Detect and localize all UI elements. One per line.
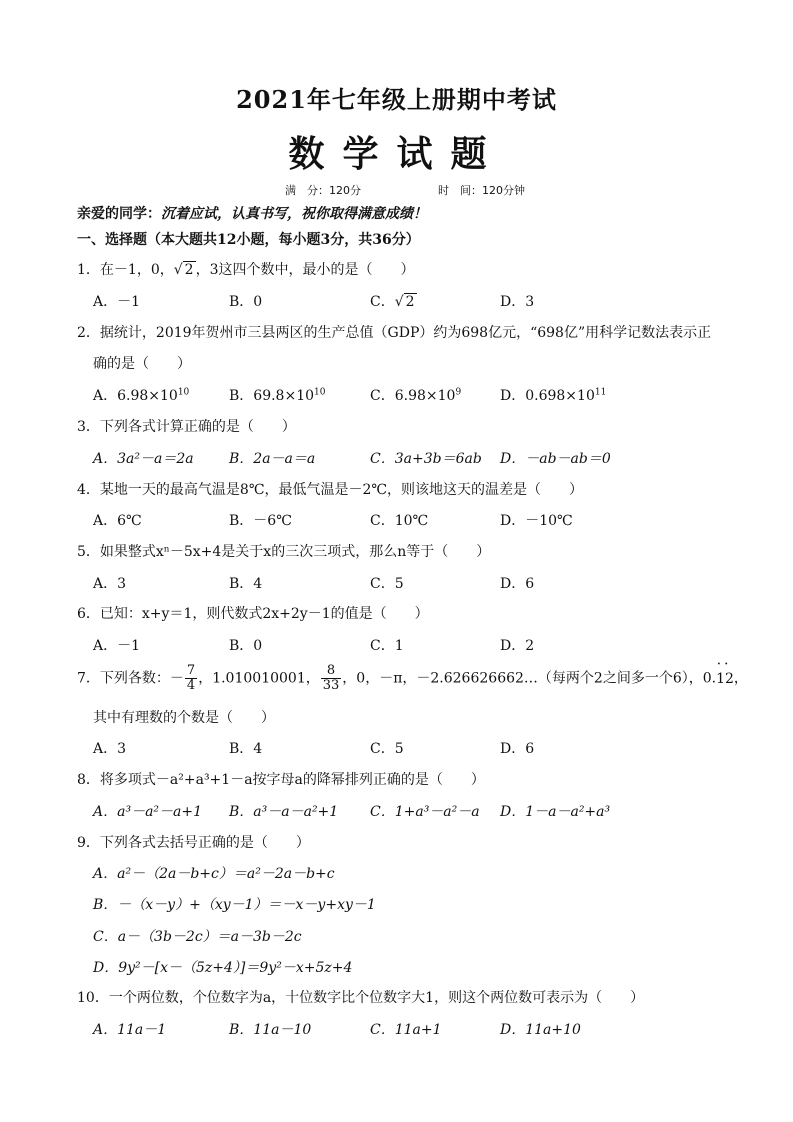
q1-option-d: D．3 [500,294,535,310]
full-score: 满 分：120分 [285,184,361,197]
q1-option-b: B．0 [229,294,263,310]
q9-option-d: D．9y²－[x－（5z+4）]＝9y²－x+5z+4 [93,960,353,976]
section-heading: 一、选择题（本大题共12小题，每小题3分，共36分） [77,232,420,248]
q3-option-c: C．3a+3b＝6ab [370,451,482,467]
q5-option-b: B．4 [229,576,263,592]
q1-option-c: C．√ 2 [370,294,415,310]
q4-option-a: A．6℃ [93,513,142,529]
q6-option-d: D．2 [500,638,535,654]
question-9: 9．下列各式去括号正确的是（ ） [77,835,310,851]
greeting [77,203,427,223]
q4-option-b: B．－6℃ [229,513,292,529]
q10-option-b: B．11a－10 [229,1022,312,1038]
q2-option-b: B．$69.8\times 10^{10}$ [229,387,326,404]
exam-time: 时 间：120分钟 [438,184,525,197]
question-4: 4．某地一天的最高气温是8℃，最低气温是－2℃，则该地这天的温差是（ ） [77,482,584,498]
fraction-8-33: $\frac{8}{33}$ [322,663,340,693]
subject-title: 数学试题 [288,133,505,175]
q3-option-b: B．2a－a＝a [229,451,316,467]
q7-option-c: C．5 [370,741,404,757]
question-2-cont: 确的是（ ） [93,356,191,372]
question-1: 1．在－1，0，√ 2 ，3这四个数中，最小的是（ ） [77,262,415,278]
question-3: 3．下列各式计算正确的是（ ） [77,419,296,435]
question-7-cont: 其中有理数的个数是（ ） [93,710,275,726]
question-7: 7．下列各数：－ $\frac{7}{4}$ ，1.010010001， $\frac{8}{33}$ ，0，－π，－2.626626662…（每两个2之间多一个6），0.• • 12， [77,664,748,693]
q4-option-c: C．10℃ [370,513,429,529]
fraction-7-4: $\frac{7}{4}$ [186,663,196,693]
greeting-label: 亲爱的同学： [77,206,161,222]
q5-option-a: A．3 [93,576,127,592]
q9-option-a: A．a²－（2a－b+c）＝a²－2a－b+c [93,866,335,882]
q8-option-b: B．a³－a－a²+1 [229,804,339,820]
question-6: 6．已知：x+y＝1，则代数式2x+2y－1的值是（ ） [77,606,429,622]
q8-option-d: D．1－a－a²+a³ [500,804,611,820]
q1-option-a: A．－1 [93,294,141,310]
q7-option-b: B．4 [229,741,263,757]
q6-option-b: B．0 [229,638,263,654]
q2-option-d: D．$0.698\times 10^{11}$ [500,387,607,404]
q10-option-a: A．11a－1 [93,1022,167,1038]
q9-option-c: C．a－（3b－2c）＝a－3b－2c [93,929,302,945]
q10-option-d: D．11a+10 [500,1022,581,1038]
q4-option-d: D．－10℃ [500,513,573,529]
exam-title: 2021年七年级上册期中考试 [236,85,557,114]
q2-option-a: A．$6.98\times 10^{10}$ [93,387,190,404]
q8-option-c: C．1+a³－a²－a [370,804,480,820]
q6-option-c: C．1 [370,638,404,654]
q5-option-d: D．6 [500,576,535,592]
q6-option-a: A．－1 [93,638,141,654]
q10-option-c: C．11a+1 [370,1022,442,1038]
q7-option-d: D．6 [500,741,535,757]
q5-option-c: C．5 [370,576,404,592]
q8-option-a: A．a³－a²－a+1 [93,804,203,820]
q3-option-d: D．－ab－ab＝0 [500,451,611,467]
sqrt-symbol: √ 2 [173,262,194,278]
q9-option-b: B．－（x－y）+（xy－1）＝－x－y+xy－1 [93,897,376,913]
q2-option-c: C．$6.98\times 10^9$ [370,387,462,404]
question-8: 8．将多项式－a²+a³+1－a按字母a的降幂排列正确的是（ ） [77,772,485,788]
question-10: 10．一个两位数，个位数字为a，十位数字比个位数字大1，则这个两位数可表示为（ ） [77,990,645,1006]
question-5: 5．如果整式xⁿ－5x+4是关于x的三次三项式，那么n等于（ ） [77,544,491,560]
greeting-text: 沉着应试，认真书写，祝你取得满意成绩！ [161,206,427,222]
q3-option-a: A．3a²－a＝2a [93,451,194,467]
question-2: 2．据统计，2019年贺州市三县两区的生产总值（GDP）约为698亿元，“698亿”用科学记数法表示正 [77,325,712,341]
repeating-decimal: • • 12 [716,671,734,687]
q7-option-a: A．3 [93,741,127,757]
